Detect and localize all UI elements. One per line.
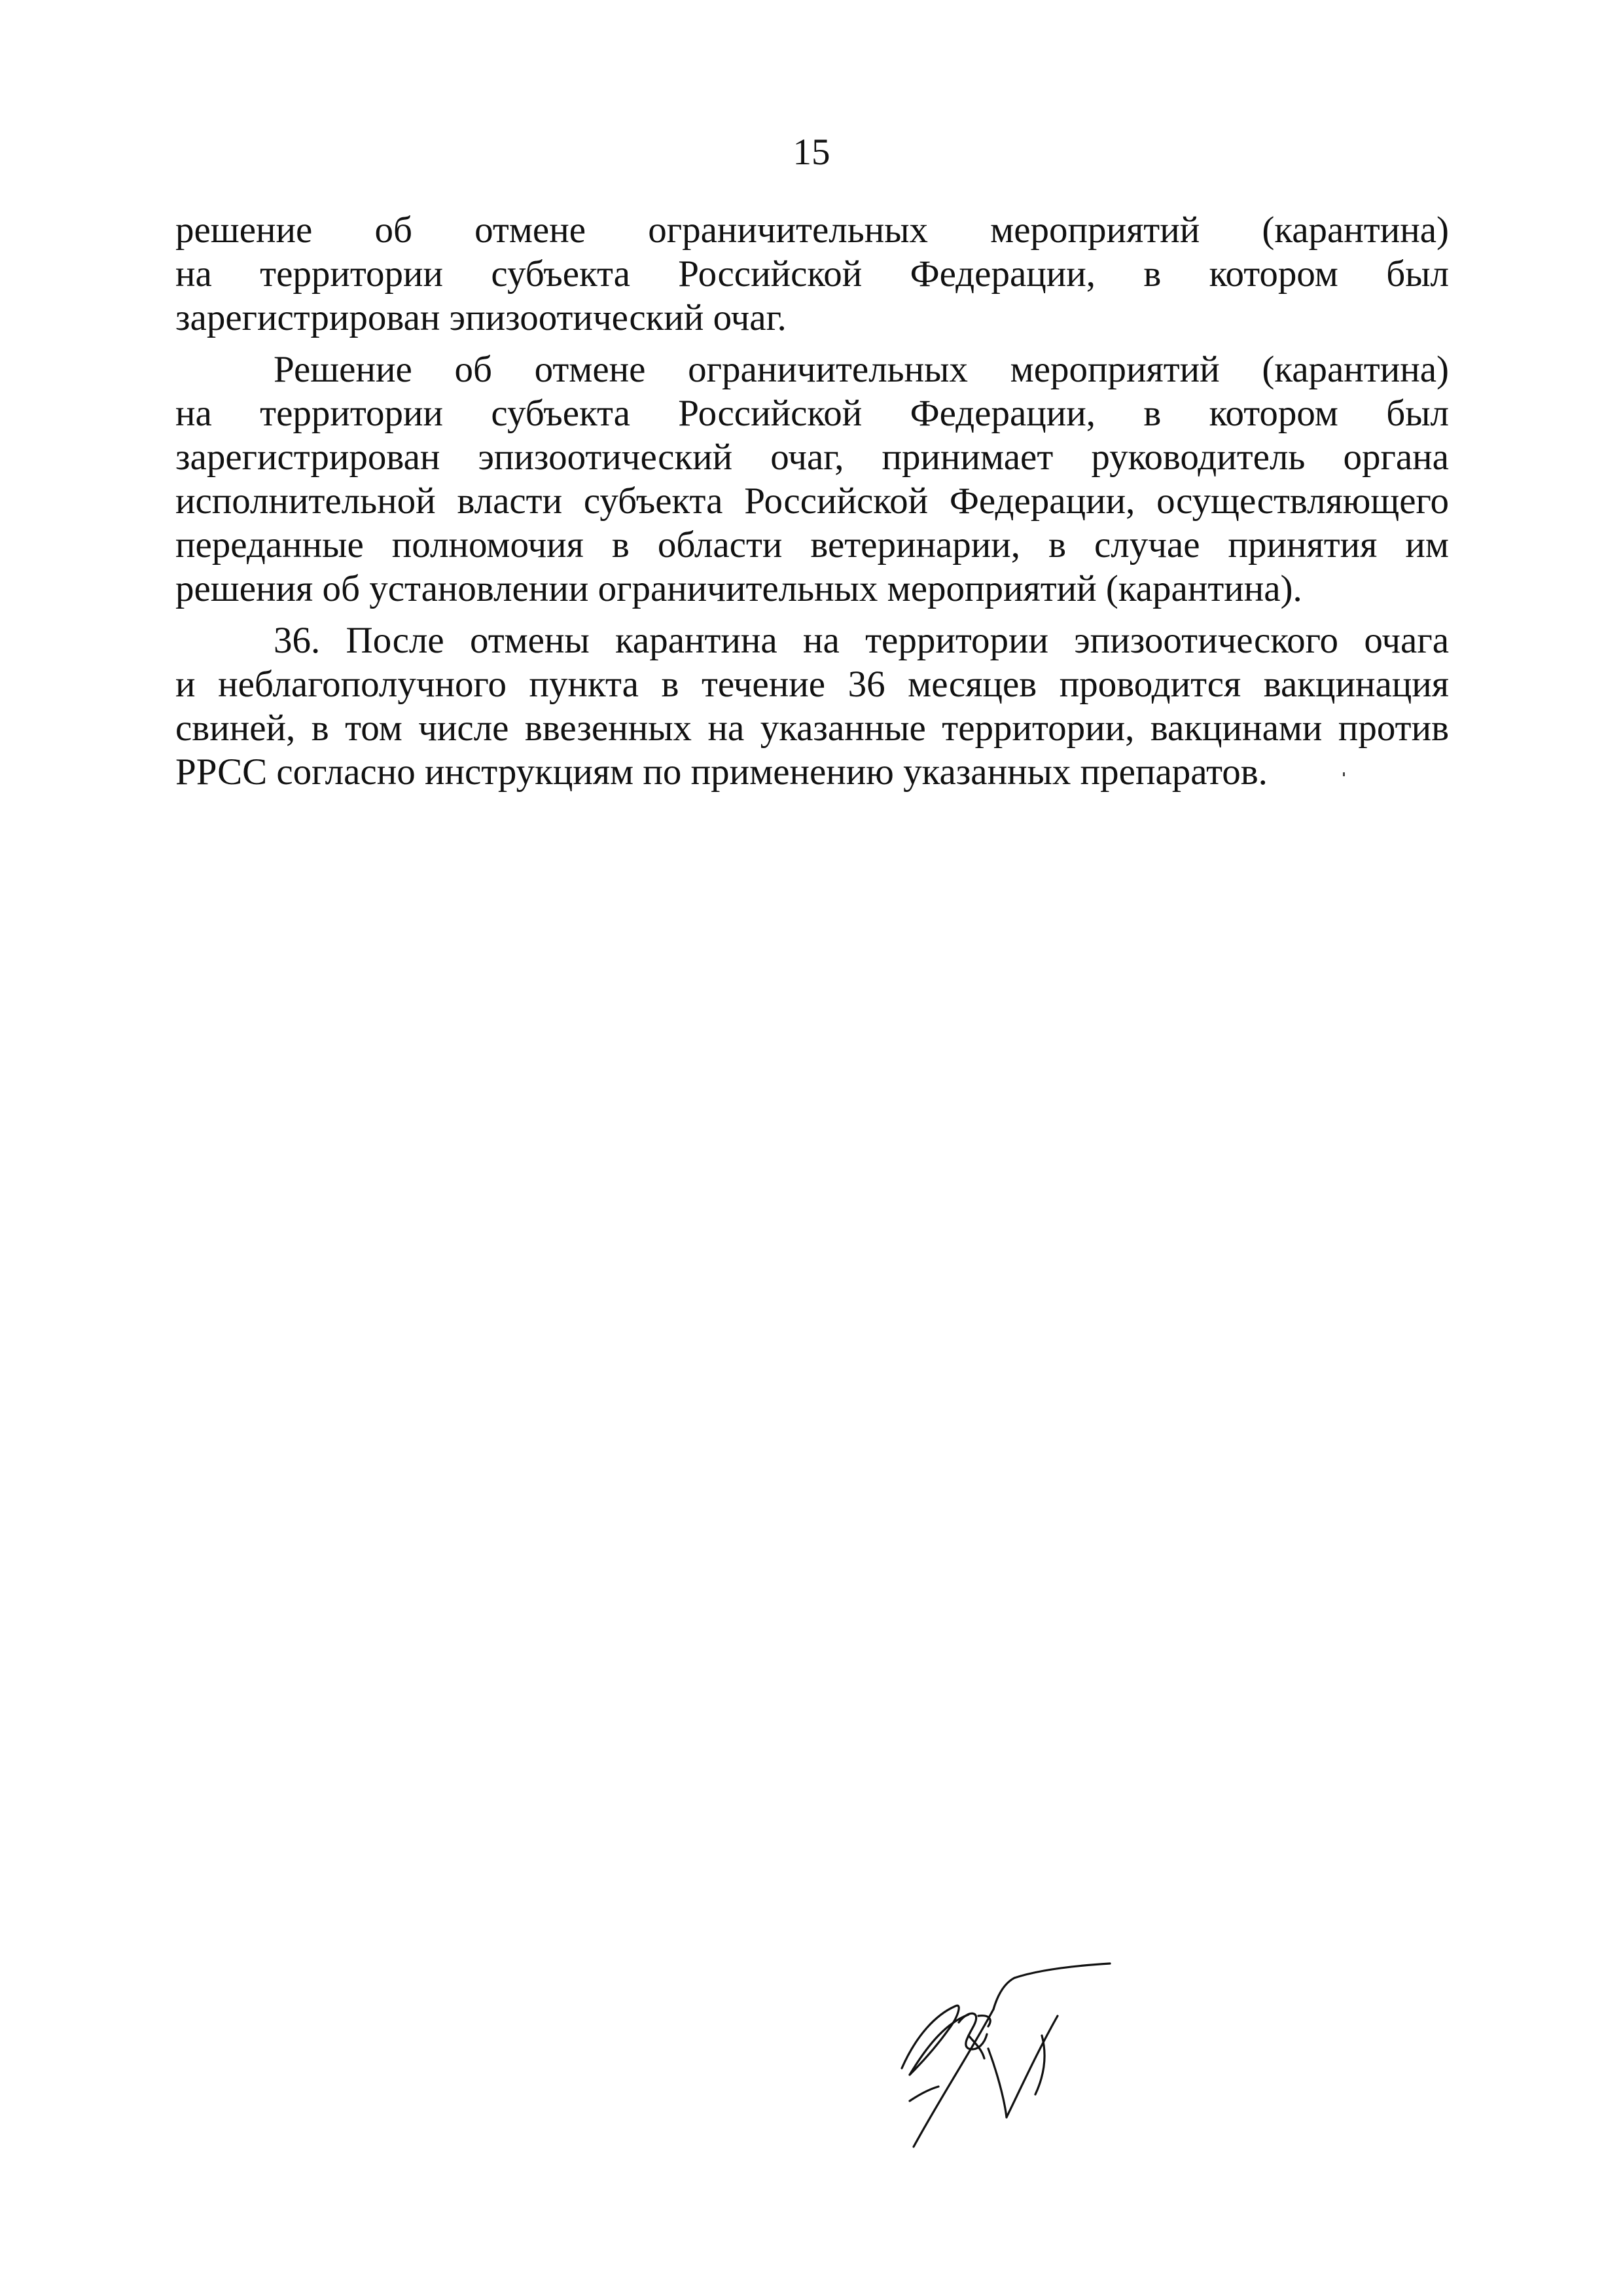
page-number: 15 xyxy=(793,132,830,173)
text-line: РРСС согласно инструкциям по применению указанных препаратов. xyxy=(175,751,1268,793)
text-line: и неблагополучного пункта в течение 36 месяцев проводится вакцинация xyxy=(175,664,1449,705)
text-line: 36. После отмены карантина на территории эпизоотического очага xyxy=(274,620,1449,661)
text-line: зарегистрирован эпизоотический очаг. xyxy=(175,297,787,338)
text-line: решения об установлении ограничительных мероприятий (карантина). xyxy=(175,568,1302,609)
text-line: свиней, в том числе ввезенных на указанные территории, вакцинами против xyxy=(175,708,1449,749)
paragraph-2 xyxy=(175,348,1449,611)
text-line: на территории субъекта Российской Федерации, в котором был xyxy=(175,393,1449,434)
scan-speck xyxy=(1343,772,1345,776)
text-line: на территории субъекта Российской Федерации, в котором был xyxy=(175,253,1449,295)
text-line: исполнительной власти субъекта Российской Федерации, осуществляющего xyxy=(175,480,1449,522)
text-line: решение об отмене ограничительных мероприятий (карантина) xyxy=(175,209,1449,251)
paragraph-3 xyxy=(175,619,1449,794)
text-line: переданные полномочия в области ветеринарии, в случае принятия им xyxy=(175,524,1449,565)
body-text xyxy=(175,208,1449,802)
text-line: Решение об отмене ограничительных мероприятий (карантина) xyxy=(274,349,1449,390)
handwritten-signature xyxy=(870,1937,1119,2153)
text-line: зарегистрирован эпизоотический очаг, принимает руководитель органа xyxy=(175,437,1449,478)
paragraph-1 xyxy=(175,208,1449,340)
